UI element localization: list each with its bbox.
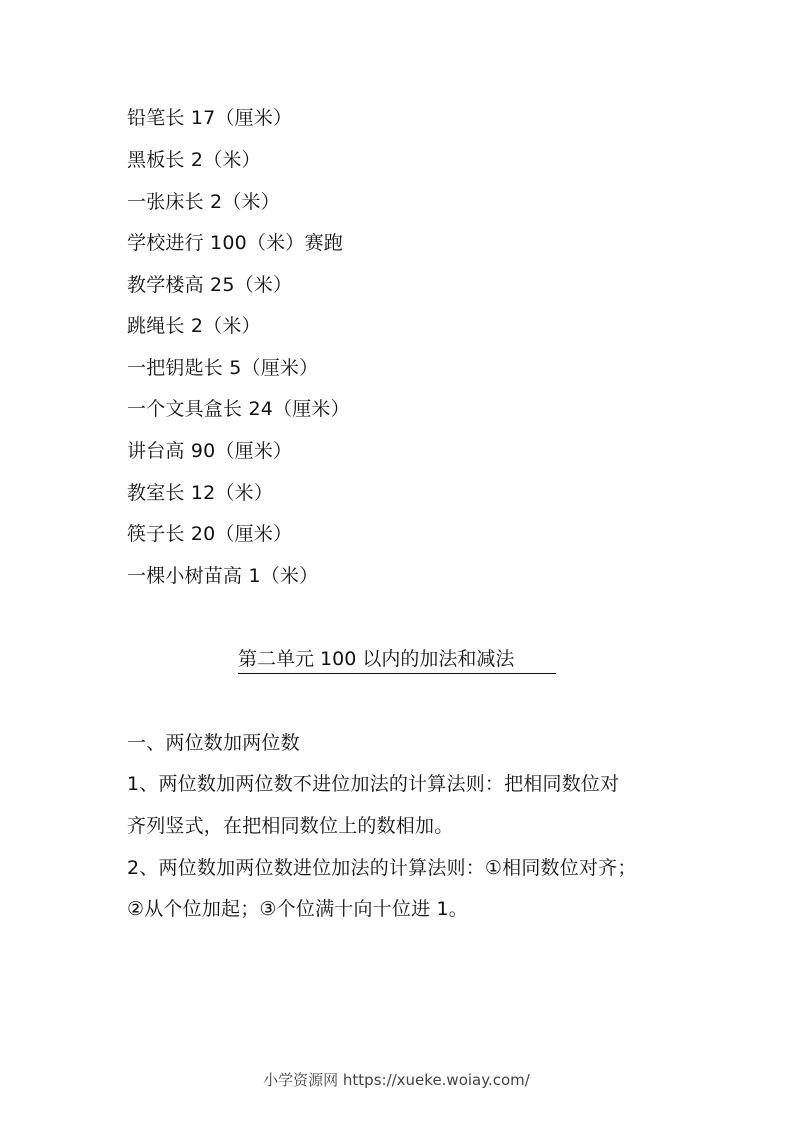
measurement-item: 黑板长 2（米） bbox=[127, 149, 261, 171]
rule-2-line-1: 2、两位数加两位数进位加法的计算法则：①相同数位对齐； bbox=[127, 857, 637, 879]
measurement-item: 铅笔长 17（厘米） bbox=[127, 107, 293, 129]
measurement-item: 讲台高 90（厘米） bbox=[127, 440, 293, 462]
section-title: 第二单元 100 以内的加法和减法 bbox=[238, 647, 556, 674]
rule-1-line-1: 1、两位数加两位数不进位加法的计算法则：把相同数位对 bbox=[127, 773, 620, 795]
measurement-item: 一张床长 2（米） bbox=[127, 191, 280, 213]
footer-watermark: 小学资源网 https://xueke.woiay.com/ bbox=[263, 1071, 530, 1089]
measurement-item: 一棵小树苗高 1（米） bbox=[127, 565, 319, 587]
measurement-item: 跳绳长 2（米） bbox=[127, 315, 261, 337]
measurement-item: 教学楼高 25（米） bbox=[127, 274, 293, 296]
measurement-item: 筷子长 20（厘米） bbox=[127, 523, 293, 545]
rule-2-line-2: ②从个位加起；③个位满十向十位进 1。 bbox=[127, 898, 468, 920]
section-subtitle: 一、两位数加两位数 bbox=[127, 732, 300, 754]
measurement-item: 教室长 12（米） bbox=[127, 482, 274, 504]
measurement-item: 一把钥匙长 5（厘米） bbox=[127, 357, 319, 379]
rule-1-line-2: 齐列竖式，在把相同数位上的数相加。 bbox=[127, 815, 454, 837]
measurement-item: 一个文具盒长 24（厘米） bbox=[127, 398, 350, 420]
measurement-item: 学校进行 100（米）赛跑 bbox=[127, 232, 343, 254]
